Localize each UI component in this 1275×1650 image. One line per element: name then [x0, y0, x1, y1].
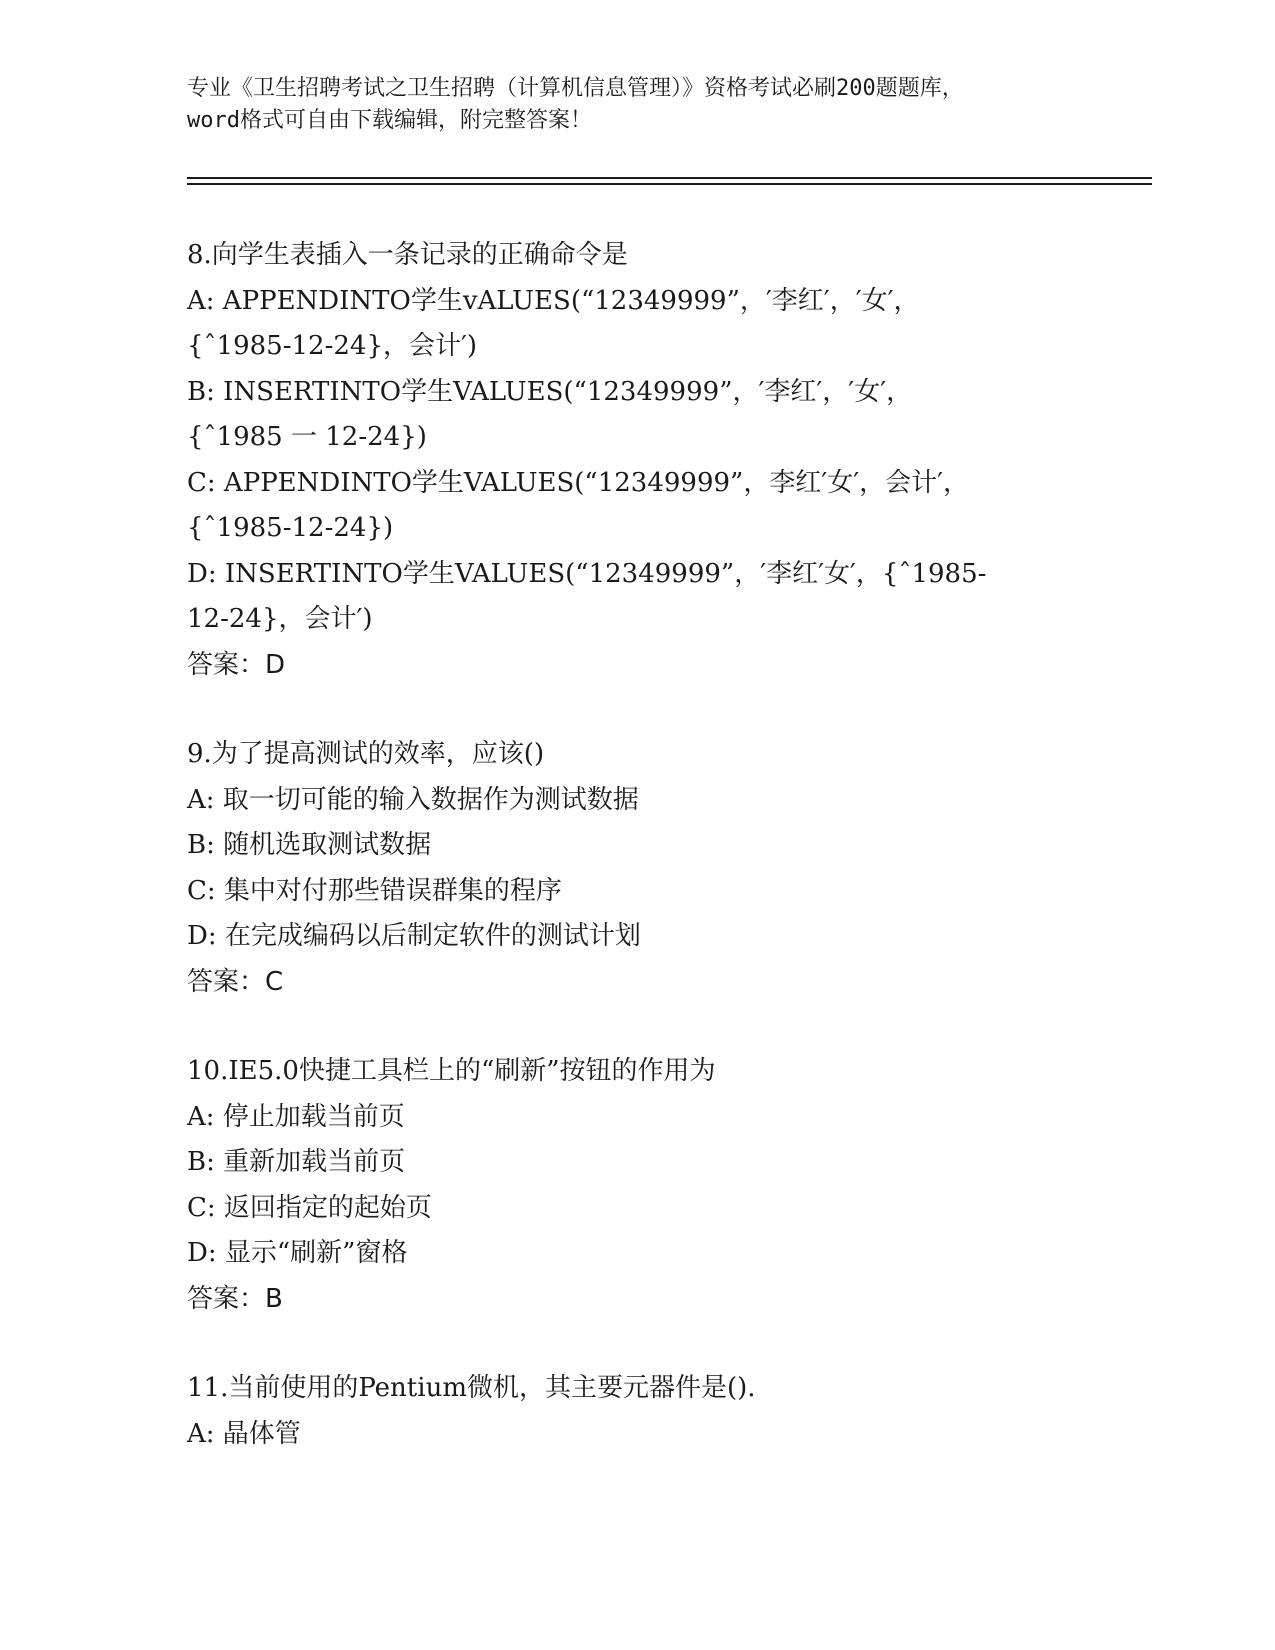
question-11	[187, 1366, 1087, 1457]
option-b: B: INSERTINTO学生VALUES(“12349999”，′李红′，′女′，	[187, 376, 913, 407]
option-b: B: 重新加载当前页	[187, 1147, 406, 1177]
question-list	[187, 233, 1087, 1457]
option-d: D: 在完成编码以后制定软件的测试计划	[187, 921, 641, 951]
option-b: B: 随机选取测试数据	[187, 830, 432, 860]
header-line-1: 专业《卫生招聘考试之卫生招聘（计算机信息管理）》资格考试必刷200题题库，	[187, 76, 964, 101]
option-a: A: 停止加载当前页	[187, 1101, 405, 1132]
option-c: C: 集中对付那些错误群集的程序	[187, 875, 562, 906]
option-c: C: 返回指定的起始页	[187, 1192, 432, 1223]
question-stem: 8.向学生表插入一条记录的正确命令是	[187, 240, 628, 270]
header-line-2: word格式可自由下载编辑，附完整答案！	[187, 108, 592, 133]
option-d: D: 显示“刷新”窗格	[187, 1238, 408, 1268]
option-c: C: APPENDINTO学生VALUES(“12349999”，李红′女′，会计′，	[187, 467, 970, 498]
question-spacer	[187, 1322, 1087, 1366]
option-d: D: INSERTINTO学生VALUES(“12349999”，′李红′女′，{ˆ1985-	[187, 558, 987, 589]
question-stem: 9.为了提高测试的效率，应该()	[187, 739, 545, 769]
option-a-continued: {ˆ1985-12-24}，会计′)	[187, 331, 478, 361]
answer: 答案：C	[187, 966, 284, 997]
question-9	[187, 732, 1087, 1005]
answer: 答案：D	[187, 649, 286, 680]
header-divider-bottom	[187, 183, 1152, 185]
question-stem: 10.IE5.0快捷工具栏上的“刷新”按钮的作用为	[187, 1056, 716, 1086]
option-a: A: APPENDINTO学生vALUES(“12349999”，′李红′，′女′，	[187, 285, 920, 316]
document-header	[187, 73, 1087, 137]
question-10	[187, 1049, 1087, 1322]
option-c-continued: {ˆ1985-12-24})	[187, 513, 394, 543]
question-spacer	[187, 688, 1087, 732]
header-divider-top	[187, 177, 1152, 179]
option-b-continued: {ˆ1985 一 12-24})	[187, 422, 427, 452]
question-stem: 11.当前使用的Pentium微机，其主要元器件是().	[187, 1373, 756, 1403]
answer: 答案：B	[187, 1283, 283, 1314]
option-a: A: 晶体管	[187, 1418, 301, 1449]
option-d-continued: 12-24}，会计′)	[187, 604, 373, 634]
question-spacer	[187, 1005, 1087, 1049]
option-a: A: 取一切可能的输入数据作为测试数据	[187, 784, 639, 815]
question-8	[187, 233, 1087, 688]
